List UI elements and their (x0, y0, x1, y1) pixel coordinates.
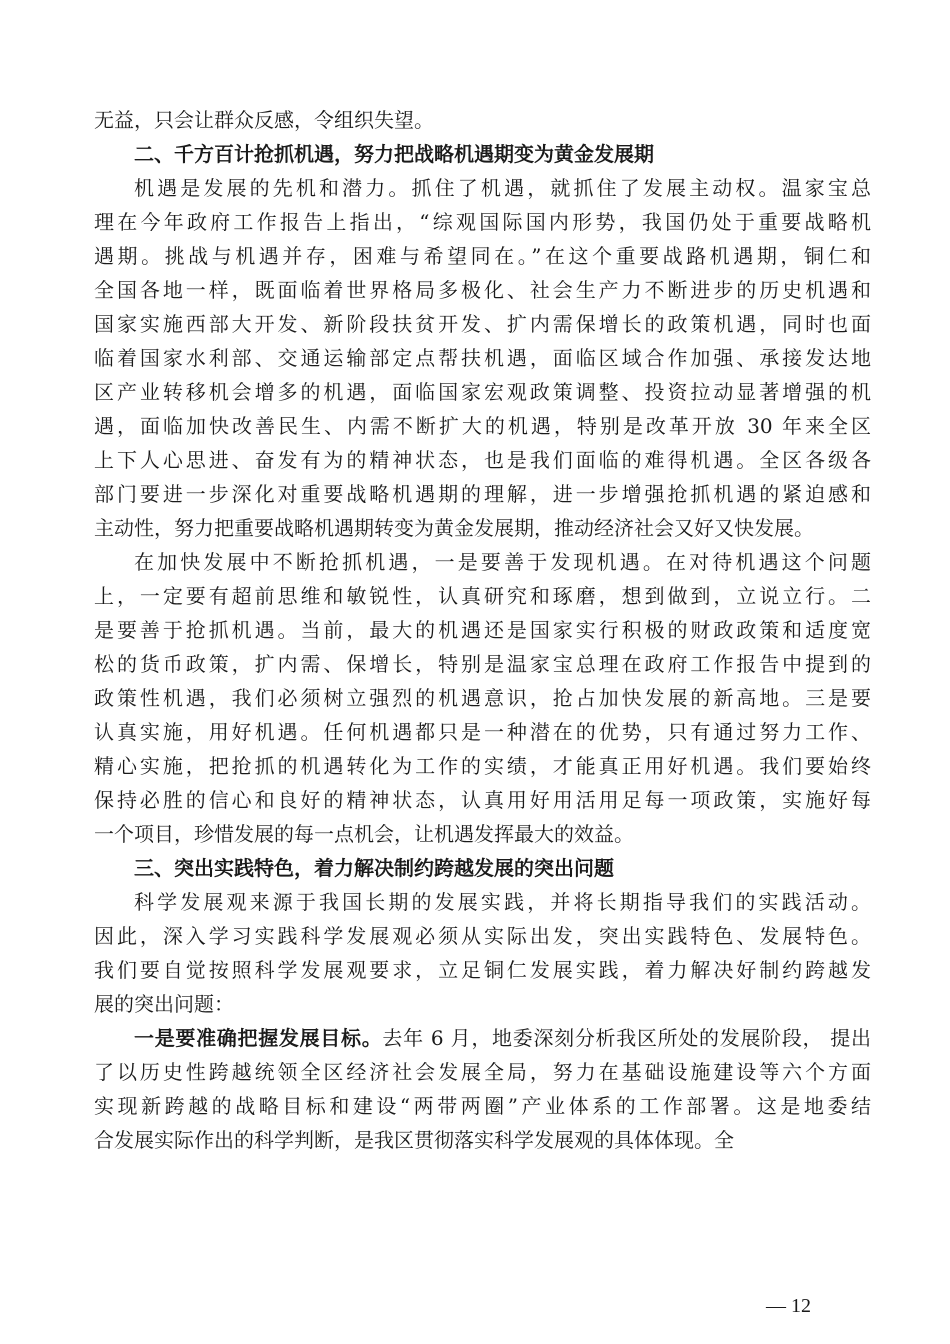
bold-lead-text: 一是要准确把握发展目标。 (134, 1026, 383, 1050)
section-heading-3: 三、突出实践特色，着力解决制约跨越发展的突出问题 (134, 856, 614, 880)
paragraph-line: 展的突出问题： (94, 992, 234, 1016)
paragraph-line: 全国各地一样，既面临着世界格局多极化、社会生产力不断进步的历史机遇和 (94, 278, 871, 302)
paragraph-line: 我们要自觉按照科学发展观要求，立足铜仁发展实践，着力解决好制约跨越发 (94, 958, 871, 982)
paragraph-line: 因此，深入学习实践科学发展观必须从实际出发，突出实践特色、发展特色。 (94, 924, 871, 948)
paragraph-line: 国家实施西部大开发、新阶段扶贫开发、扩内需保增长的政策机遇，同时也面 (94, 312, 871, 336)
paragraph-line (94, 1021, 871, 1055)
paragraph-line: 政策性机遇，我们必须树立强烈的机遇意识，抢占加快发展的新高地。三是要 (94, 686, 871, 710)
paragraph-line: 一个项目，珍惜发展的每一点机会，让机遇发挥最大的效益。 (94, 822, 634, 846)
paragraph-line: 合发展实际作出的科学判断，是我区贯彻落实科学发展观的具体体现。全 (94, 1128, 734, 1152)
paragraph-practice (94, 885, 871, 1021)
paragraph-line: 科学发展观来源于我国长期的发展实践，并将长期指导我们的实践活动。 (134, 890, 871, 914)
paragraph-line: 松的货币政策，扩内需、保增长，特别是温家宝总理在政府工作报告中提到的 (94, 652, 871, 676)
paragraph-line: 主动性，努力把重要战略机遇期转变为黄金发展期，推动经济社会又好又快发展。 (94, 516, 814, 540)
paragraph-line: 保持必胜的信心和良好的精神状态，认真用好用活用足每一项政策，实施好每 (94, 788, 871, 812)
paragraph-line: 上下人心思进、奋发有为的精神状态，也是我们面临的难得机遇。全区各级各 (94, 448, 871, 472)
paragraph-line: 实现新跨越的战略目标和建设“两带两圈”产业体系的工作部署。这是地委结 (94, 1094, 871, 1118)
paragraph-line: 无益，只会让群众反感，令组织失望。 (94, 108, 434, 132)
paragraph-line: 区产业转移机会增多的机遇，面临国家宏观政策调整、投资拉动显著增强的机 (94, 380, 871, 404)
paragraph-text: 去年 6 月，地委深刻分析我区所处的发展阶段， 提出 (382, 1026, 871, 1050)
paragraph-seize-opportunity (94, 545, 871, 851)
paragraph-line: 精心实施，把抢抓的机遇转化为工作的实绩，才能真正用好机遇。我们要始终 (94, 754, 871, 778)
paragraph-line: 机遇是发展的先机和潜力。抓住了机遇，就抓住了发展主动权。温家宝总 (134, 176, 871, 200)
paragraph-line: 理在今年政府工作报告上指出，“综观国际国内形势，我国仍处于重要战略机 (94, 210, 871, 234)
paragraph-line: 是要善于抢抓机遇。当前，最大的机遇还是国家实行积极的财政政策和适度宽 (94, 618, 871, 642)
paragraph-line: 部门要进一步深化对重要战略机遇期的理解，进一步增强抢抓机遇的紧迫感和 (94, 482, 871, 506)
paragraph-opportunity (94, 171, 871, 545)
page-number: — 12 (766, 1295, 811, 1317)
paragraph-line: 上，一定要有超前思维和敏锐性，认真研究和琢磨，想到做到，立说立行。二 (94, 584, 871, 608)
paragraph-line: 了以历史性跨越统领全区经济社会发展全局，努力在基础设施建设等六个方面 (94, 1060, 871, 1084)
paragraph-line: 遇期。挑战与机遇并存，困难与希望同在。”在这个重要战路机遇期，铜仁和 (94, 244, 871, 268)
document-page (94, 103, 871, 1157)
section-heading-2: 二、千方百计抢抓机遇，努力把战略机遇期变为黄金发展期 (134, 142, 654, 166)
paragraph-line: 临着国家水利部、交通运输部定点帮扶机遇，面临区域合作加强、承接发达地 (94, 346, 871, 370)
paragraph-line: 认真实施，用好机遇。任何机遇都只是一种潜在的优势，只有通过努力工作、 (94, 720, 871, 744)
paragraph-line: 遇，面临加快改善民生、内需不断扩大的机遇，特别是改革开放 30 年来全区 (94, 414, 871, 438)
paragraph-line: 在加快发展中不断抢抓机遇，一是要善于发现机遇。在对待机遇这个问题 (134, 550, 871, 574)
paragraph-development-goal (94, 1021, 871, 1157)
